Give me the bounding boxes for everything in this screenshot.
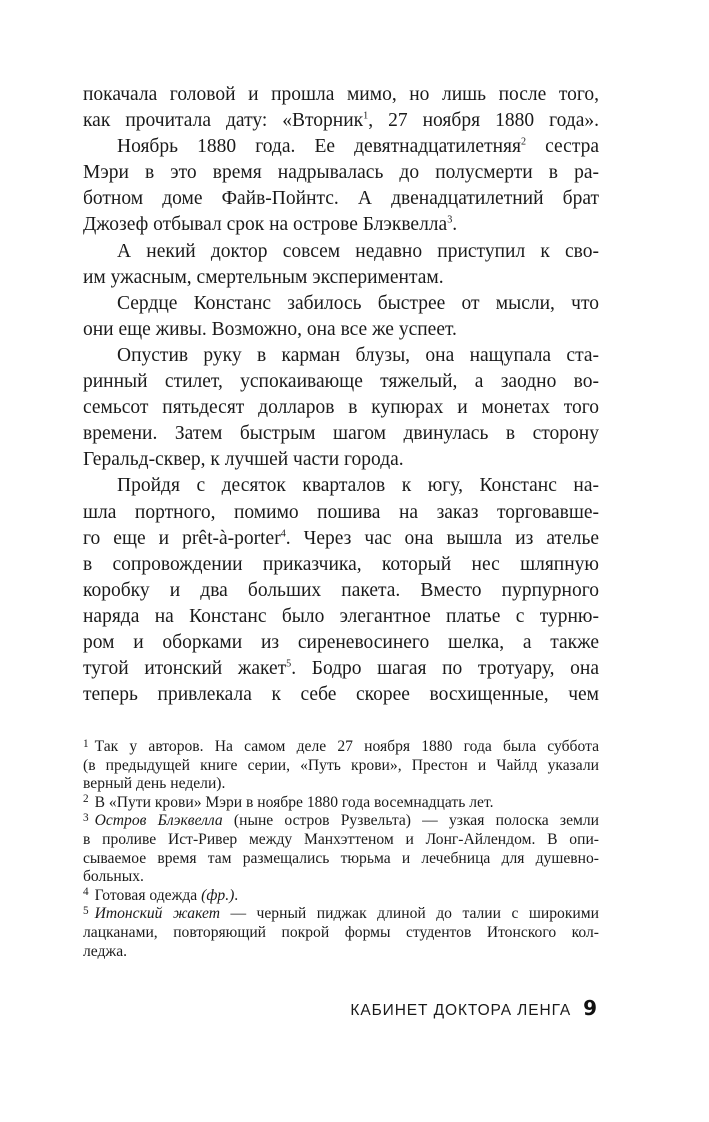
text-line: Пройдя с десяток кварталов к югу, Констанс на- — [117, 475, 599, 497]
text-line: как прочитала дату: «Вторник$^1$, 27 ноября 1880 года». — [83, 110, 599, 132]
footnote-1: $^1$ Так у авторов. На самом деле 27 ноября 1880 года была суббота — [83, 737, 599, 755]
text-line: тугой итонский жакет$^5$. Бодро шагая по тротуару, она — [83, 658, 599, 680]
footnotes — [83, 738, 599, 961]
footnote-3: $^3$ Остров Блэквелла (ныне остров Рузвельта) — узкая полоска земли — [83, 811, 599, 830]
footnote-number: 1 — [83, 737, 89, 750]
text-line: ботном доме Файв-Пойнтс. А двенадцатилетний брат — [83, 188, 599, 210]
text-line: ром и оборками из сиреневосинего шелка, а также — [83, 631, 599, 653]
text-line: наряда на Констанс было элегантное платье с турню- — [83, 605, 599, 627]
text-line: Сердце Констанс забилось быстрее от мысли, что — [117, 292, 599, 314]
footnote-line: в проливе Ист-Ривер между Манхэттеном и Лонг-Айлендом. В опи- — [83, 830, 599, 848]
footnote-ref[interactable]: 2 — [520, 136, 527, 148]
footnote-number: 3 — [83, 811, 89, 824]
text-line: Ноябрь 1880 года. Ее девятнадцатилетняя$^2$ сестра — [117, 136, 599, 158]
footnote-line: сываемое время там размещались тюрьма и лечебница для душевно- — [83, 849, 599, 867]
page-number: 9 — [583, 996, 597, 1020]
footnote-2: $^2$ В «Пути крови» Мэри в ноябре 1880 года восемнадцать лет. — [83, 793, 494, 811]
footnote-line: лацканами, повторяющий покрой формы студентов Итонского кол- — [83, 923, 599, 941]
main-text — [83, 82, 599, 708]
text-line: Джозеф отбывал срок на острове Блэквелла$^3$. — [83, 214, 458, 236]
text-line: го еще и prêt-à-porter$^4$. Через час она вышла из ателье — [83, 527, 599, 549]
text-line: Мэри в это время надрывалась до полусмерти в ра- — [83, 162, 599, 184]
text-line: шла портного, помимо пошива на заказ торговавше- — [83, 501, 599, 523]
text-line: в сопровождении приказчика, который нес шляпную — [83, 553, 599, 575]
footnote-ref[interactable]: 5 — [286, 658, 292, 670]
footnote-5: $^5$ Итонский жакет — черный пиджак длиной до талии с широкими — [83, 904, 599, 923]
text-line: теперь привлекала к себе скорее восхищенные, чем — [83, 684, 599, 706]
text-line: А некий доктор совсем недавно приступил к сво- — [117, 240, 599, 262]
text-line: ринный стилет, успокаивающе тяжелый, а заодно во- — [83, 371, 599, 393]
footnote-line: леджа. — [83, 942, 128, 960]
footnote-ref[interactable]: 1 — [363, 110, 369, 122]
text-line: Опустив руку в карман блузы, она нащупала ста- — [117, 344, 599, 366]
footnote-ref[interactable]: 4 — [280, 528, 286, 539]
footnote-number: 5 — [83, 904, 89, 917]
text-line: коробку и два больших пакета. Вместо пурпурного — [83, 579, 599, 601]
footnote-ref[interactable]: 3 — [447, 214, 453, 226]
text-line: покачала головой и прошла мимо, но лишь после того, — [83, 84, 599, 105]
book-title: КАБИНЕТ ДОКТОРА ЛЕНГА — [350, 1002, 572, 1019]
footnote-line: больных. — [83, 868, 144, 886]
footnote-line: верный день недели). — [83, 775, 226, 793]
running-footer — [350, 996, 597, 1024]
text-line: они еще живы. Возможно, она все же успеет. — [83, 318, 457, 340]
footnote-4: $^4$ Готовая одежда (фр.). — [83, 886, 239, 904]
text-line: им ужасным, смертельным экспериментам. — [83, 266, 444, 288]
text-line: Геральд-сквер, к лучшей части города. — [83, 449, 404, 471]
text-line: времени. Затем быстрым шагом двинулась в сторону — [83, 423, 599, 445]
footnote-number: 2 — [83, 793, 89, 806]
footnote-number: 4 — [83, 886, 89, 899]
text-line: семьсот пятьдесят долларов в купюрах и монетах того — [83, 397, 599, 419]
footnote-line: (в предыдущей книге серии, «Путь крови», Престон и Чайлд указали — [83, 756, 599, 774]
